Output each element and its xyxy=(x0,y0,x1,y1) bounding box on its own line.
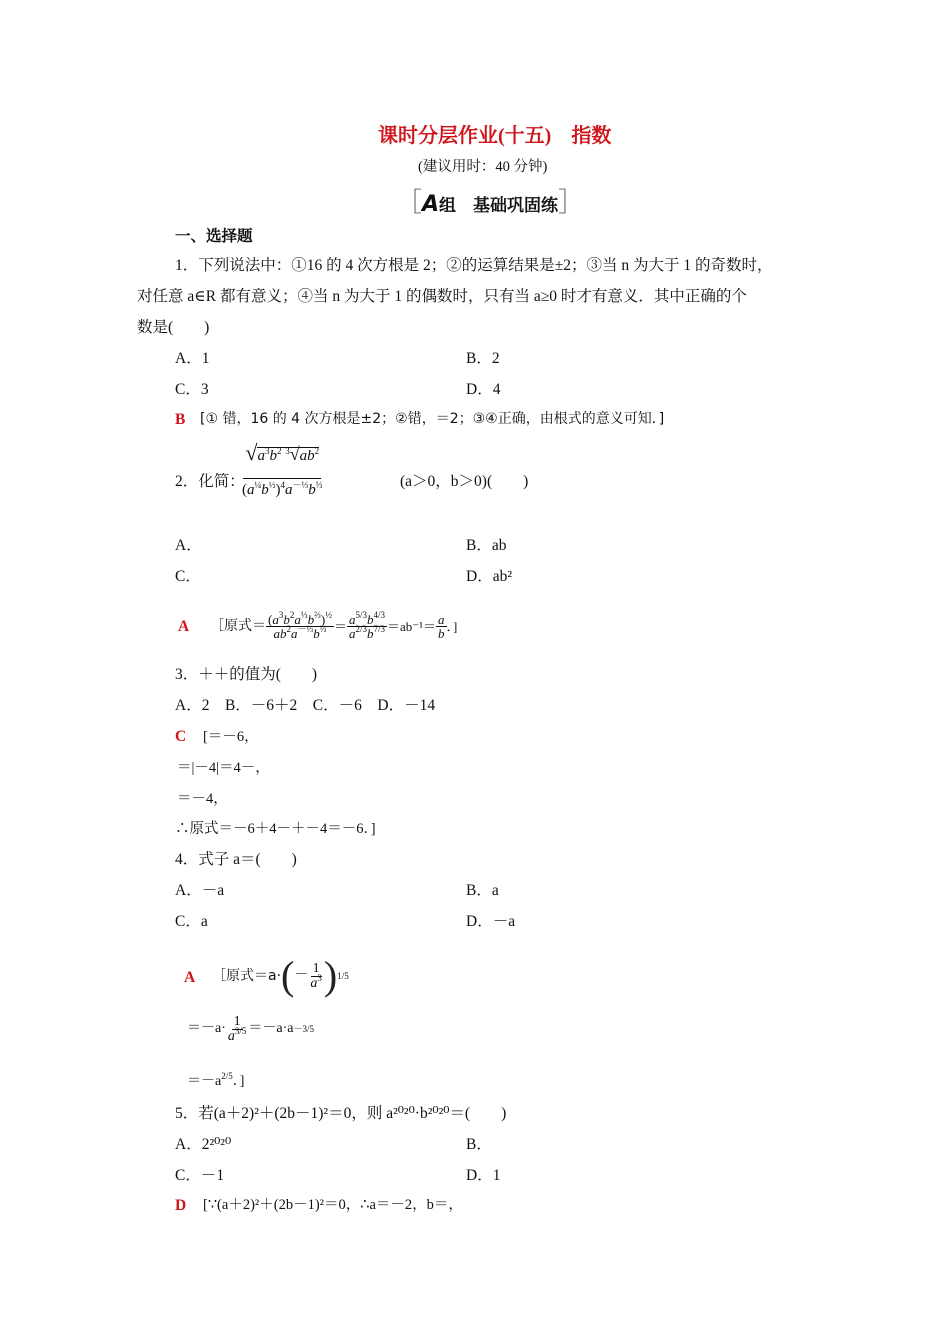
q2-option-a: A． xyxy=(175,537,202,554)
q4-answer-line1: ［原式＝a· ( － $\frac{1}{a^3}$ ) 1/5 xyxy=(212,953,349,998)
q2-answer-frac1: $\frac{(a^3b^2a^{\frac{1}{3}}b^{\frac{2}{3}})^{\frac{1}{2}}}{ab^2a^{-\frac{1}{3}}b^{\frac{1}{3}}}$ xyxy=(268,609,332,641)
q2-answer-frac2: $\frac{a^{5/3}b^{4/3}}{a^{2/3}b^{7/3}}$ xyxy=(348,609,385,641)
q1-option-b: B．2 xyxy=(466,350,500,367)
q4-answer-line1-text: ［原式＝a· xyxy=(212,968,282,984)
q3-answer-line4: ∴原式＝－6＋4－＋－4＝－6．] xyxy=(175,821,376,837)
q2-option-d: D．ab² xyxy=(466,568,512,585)
page-subtitle: (建议用时：40 分钟) xyxy=(418,159,548,175)
q1-line3: 数是( ) xyxy=(137,319,210,336)
q5-stem: 5．若(a＋2)²＋(2b－1)²＝0，则 a²⁰²⁰·b²⁰²⁰＝( ) xyxy=(175,1105,507,1122)
q3-stem: 3．＋＋的值为( ) xyxy=(175,666,318,683)
q5-option-c: C．－1 xyxy=(175,1167,225,1184)
q2-answer-letter: A xyxy=(178,618,190,635)
q4-answer-frac-a: $\frac{1}{a^3}$ xyxy=(310,960,322,991)
q2-option-b: B．ab xyxy=(466,537,507,554)
section-heading: 一、选择题 xyxy=(175,228,253,245)
right-bracket-icon: ］ xyxy=(558,188,585,217)
q2-suffix: (a＞0，b＞0)( ) xyxy=(400,473,529,490)
q1-answer-text: [① 错，16 的 4 次方根是±2；②错，＝2；③④正确，由根式的意义可知．] xyxy=(200,411,665,427)
q2-fraction: $\frac{√a^3b^2 ^3√ab^2}{(a^{\frac{1}{4}}b^{\frac{1}{2}})^4a^{-\frac{1}{3}}b^{\frac{1}{3}}}$ xyxy=(242,440,323,498)
q2-prefix: 2．化简： xyxy=(175,473,245,490)
q5-answer-text: [∵(a＋2)²＋(2b－1)²＝0，∴a＝－2，b＝， xyxy=(203,1197,463,1213)
q4-answer-frac-b: $\frac{1}{a^{3/5}}$ xyxy=(227,1013,247,1044)
q3-answer-line3: ＝－4， xyxy=(177,791,228,807)
q5-option-d: D．1 xyxy=(466,1167,501,1184)
q4-answer-line2b-text: ＝－a·a xyxy=(248,1021,294,1036)
group-heading xyxy=(396,190,584,216)
q4-answer-line3: $=-a^{2/5}$．] xyxy=(187,1071,245,1089)
q3-answer-line1: [＝－6， xyxy=(203,729,259,745)
q1-option-c: C．3 xyxy=(175,381,209,398)
q4-stem: 4．式子 a＝( ) xyxy=(175,851,297,868)
q4-option-c: C．a xyxy=(175,913,208,930)
q4-option-d: D．－a xyxy=(466,913,516,930)
q3-answer-letter: C xyxy=(175,728,187,745)
q4-answer-letter: A xyxy=(184,969,196,986)
q2-option-c: C． xyxy=(175,568,201,585)
left-bracket-icon: ［ xyxy=(396,188,423,217)
q1-answer-letter: B xyxy=(175,411,186,428)
q4-answer-line2-text: ＝－a· xyxy=(187,1021,226,1036)
q5-option-b: B． xyxy=(466,1136,492,1153)
group-label: 组 基础巩固练 xyxy=(439,196,559,215)
q4-answer-line3-text: ＝－a xyxy=(187,1074,222,1089)
q4-answer-line2: ＝－a· $\frac{1}{a^{3/5}}$ ＝－a·a －3/5 xyxy=(187,1013,315,1044)
q2-answer-end: ．] xyxy=(446,618,458,634)
q5-option-a: A．2²⁰²⁰ xyxy=(175,1136,232,1153)
q2-answer-frac3: $\frac{a}{b}$ xyxy=(438,611,445,641)
q4-option-b: B．a xyxy=(466,882,499,899)
group-letter: A xyxy=(422,192,440,217)
page-title: 课时分层作业(十五) 指数 xyxy=(378,125,612,147)
q3-options: A．2 B．－6＋2 C．－6 D．－14 xyxy=(175,697,436,714)
q2-answer: ［原式＝ $\frac{(a^3b^2a^{\frac{1}{3}}b^{\frac{2}{3}})^{\frac{1}{2}}}{ab^2a^{-\frac{1}{3}}b^{\frac{1}{3}}}$ ＝ $\frac{a^{5/3}b^{4/3}}{a^{2/3}b^{7/3}}$ ＝ab⁻¹＝ $\frac{a}{b}$ ．] xyxy=(210,609,458,641)
q4-answer-end: ．] xyxy=(232,1074,245,1089)
q1-line1: 1．下列说法中：①16 的 4 次方根是 2；②的运算结果是±2；③当 n 为大于 1 的奇数时， xyxy=(175,257,773,274)
q5-answer-letter: D xyxy=(175,1197,187,1214)
q1-option-a: A．1 xyxy=(175,350,210,367)
q2-answer-mid: ＝ab⁻¹＝ xyxy=(386,618,437,634)
q2-answer-prefix: ［原式＝ xyxy=(210,618,266,634)
q1-line2: 对任意 a∈R 都有意义；④当 n 为大于 1 的偶数时，只有当 a≥0 时才有意义．其中正确的个 xyxy=(137,288,747,305)
q1-option-d: D．4 xyxy=(466,381,501,398)
q3-answer-line2: ＝|－4|＝4－， xyxy=(177,760,270,776)
q4-option-a: A．－a xyxy=(175,882,225,899)
